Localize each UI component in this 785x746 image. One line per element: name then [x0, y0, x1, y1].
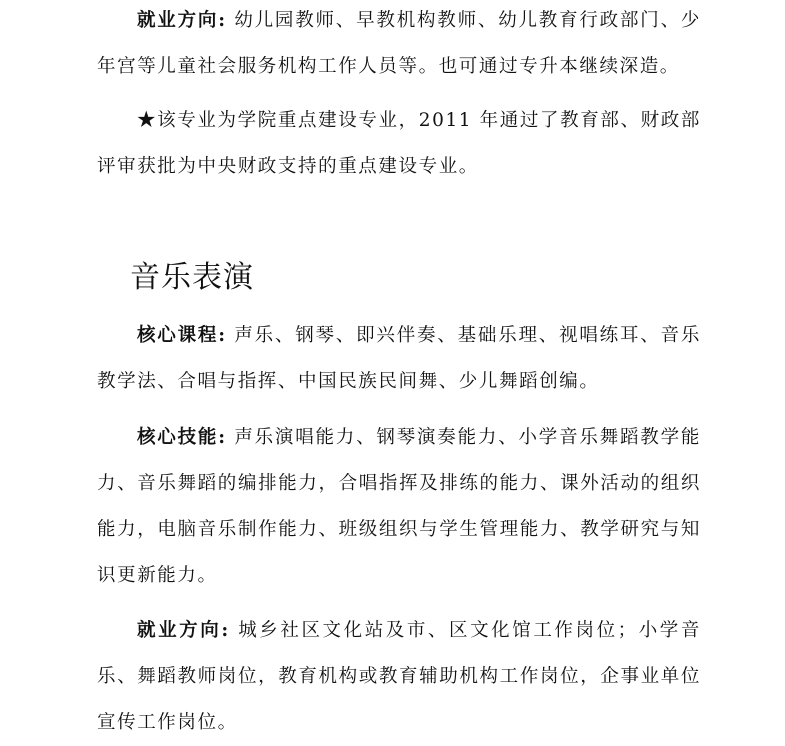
employment-paragraph-2	[97, 608, 701, 746]
employment-label-2: 就业方向:	[137, 620, 230, 641]
employment-text-1: 幼儿园教师、早教机构教师、幼儿教育行政部门、少年宫等儿童社会服务机构工作人员等。也可通过专升本继续深造。	[97, 10, 701, 77]
core-skills-paragraph	[97, 415, 701, 599]
core-skills-text: 声乐演唱能力、钢琴演奏能力、小学音乐舞蹈教学能力、音乐舞蹈的编排能力，合唱指挥及排练的能力、课外活动的组织能力，电脑音乐制作能力、班级组织与学生管理能力、教学研究与知识更新能力。	[97, 427, 701, 586]
employment-text-2: 城乡社区文化站及市、区文化馆工作岗位；小学音乐、舞蹈教师岗位，教育机构或教育辅助机构工作岗位，企事业单位宣传工作岗位。	[97, 620, 701, 733]
core-courses-text: 声乐、钢琴、即兴伴奏、基础乐理、视唱练耳、音乐教学法、合唱与指挥、中国民族民间舞、少儿舞蹈创编。	[97, 325, 701, 392]
key-major-note	[97, 98, 701, 190]
core-courses-paragraph	[97, 313, 701, 405]
employment-paragraph-1	[97, 0, 701, 90]
core-courses-label: 核心课程:	[137, 325, 227, 346]
section-title-music-performance: 音乐表演	[130, 260, 254, 295]
key-major-note-text: ★该专业为学院重点建设专业，2011 年通过了教育部、财政部评审获批为中央财政支持的重点建设专业。	[97, 110, 701, 177]
employment-label-1: 就业方向:	[137, 10, 227, 31]
core-skills-label: 核心技能:	[137, 427, 227, 448]
